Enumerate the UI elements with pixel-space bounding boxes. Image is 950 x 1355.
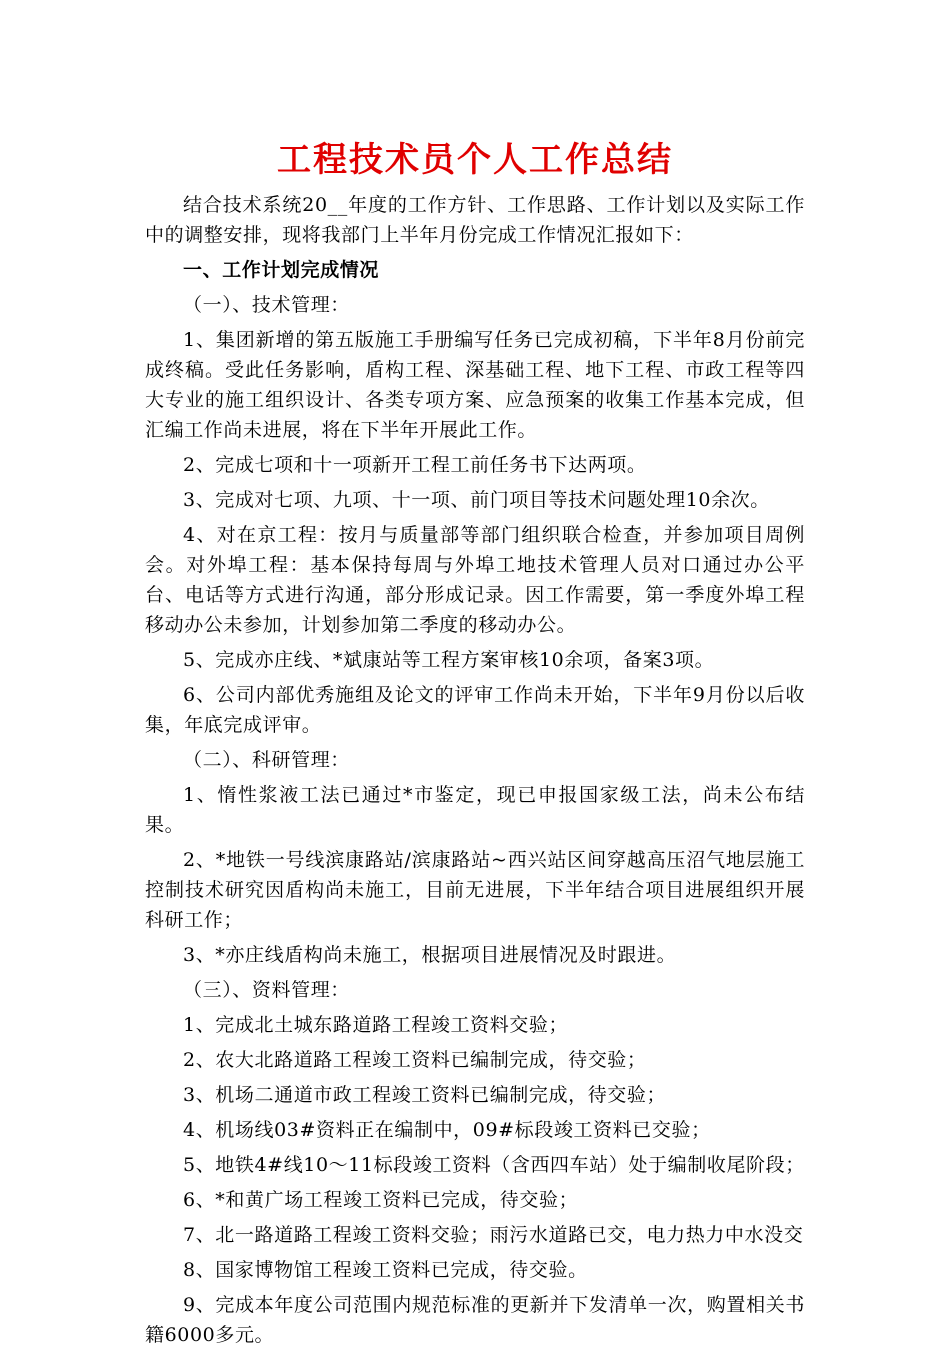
list-item: 4、机场线03#资料正在编制中，09#标段竣工资料已交验；	[183, 1119, 711, 1141]
list-item: 5、完成亦庄线、*斌康站等工程方案审核10余项，备案3项。	[183, 649, 715, 671]
list-item: 1、集团新增的第五版施工手册编写任务已完成初稿，下半年8月份前完成终稿。受此任务影响，盾构工程、深基础工程、地下工程、市政工程等四大专业的施工组织设计、各类专项方案、应急预案的收集工作基本完成，但汇编工作尚未进展，将在下半年开展此工作。	[145, 329, 805, 441]
list-item: 3、*亦庄线盾构尚未施工，根据项目进展情况及时跟进。	[183, 944, 677, 966]
list-item: 6、*和黄广场工程竣工资料已完成，待交验；	[183, 1189, 579, 1211]
intro-paragraph: 结合技术系统20__年度的工作方针、工作思路、工作计划以及实际工作中的调整安排，现将我部门上半年月份完成工作情况汇报如下：	[145, 194, 805, 246]
list-item: 1、完成北土城东路道路工程竣工资料交验；	[183, 1014, 569, 1036]
document-body	[145, 190, 805, 1355]
list-item: 5、地铁4#线10～11标段竣工资料（含西四车站）处于编制收尾阶段；	[183, 1154, 805, 1176]
list-item: 4、对在京工程：按月与质量部等部门组织联合检查，并参加项目周例会。对外埠工程：基本保持每周与外埠工地技术管理人员对口通过办公平台、电话等方式进行沟通，部分形成记录。因工作需要，第一季度外埠工程移动办公未参加，计划参加第二季度的移动办公。	[145, 524, 805, 636]
subsection-heading-records: （三）、资料管理：	[183, 979, 350, 1001]
list-item: 6、公司内部优秀施组及论文的评审工作尚未开始，下半年9月份以后收集，年底完成评审。	[145, 684, 805, 736]
section-heading: 一、工作计划完成情况	[183, 259, 380, 281]
list-item: 9、完成本年度公司范围内规范标准的更新并下发清单一次，购置相关书籍6000多元。	[145, 1294, 805, 1346]
subsection-heading-tech: （一）、技术管理：	[183, 294, 350, 316]
list-item: 8、国家博物馆工程竣工资料已完成，待交验。	[183, 1259, 588, 1281]
document-title: 工程技术员个人工作总结	[277, 140, 673, 180]
list-item: 3、完成对七项、九项、十一项、前门项目等技术问题处理10余次。	[183, 489, 770, 511]
subsection-heading-research: （二）、科研管理：	[183, 749, 350, 771]
list-item: 2、农大北路道路工程竣工资料已编制完成，待交验；	[183, 1049, 647, 1071]
list-item: 1、惰性浆液工法已通过*市鉴定，现已申报国家级工法，尚未公布结果。	[145, 784, 805, 836]
list-item: 2、*地铁一号线滨康路站/滨康路站~西兴站区间穿越高压沼气地层施工控制技术研究因盾构尚未施工，目前无进展，下半年结合项目进展组织开展科研工作；	[145, 849, 805, 931]
list-item: 7、北一路道路工程竣工资料交验；雨污水道路已交，电力热力中水没交	[183, 1224, 804, 1246]
list-item: 3、机场二通道市政工程竣工资料已编制完成，待交验；	[183, 1084, 667, 1106]
list-item: 2、完成七项和十一项新开工程工前任务书下达两项。	[183, 454, 647, 476]
